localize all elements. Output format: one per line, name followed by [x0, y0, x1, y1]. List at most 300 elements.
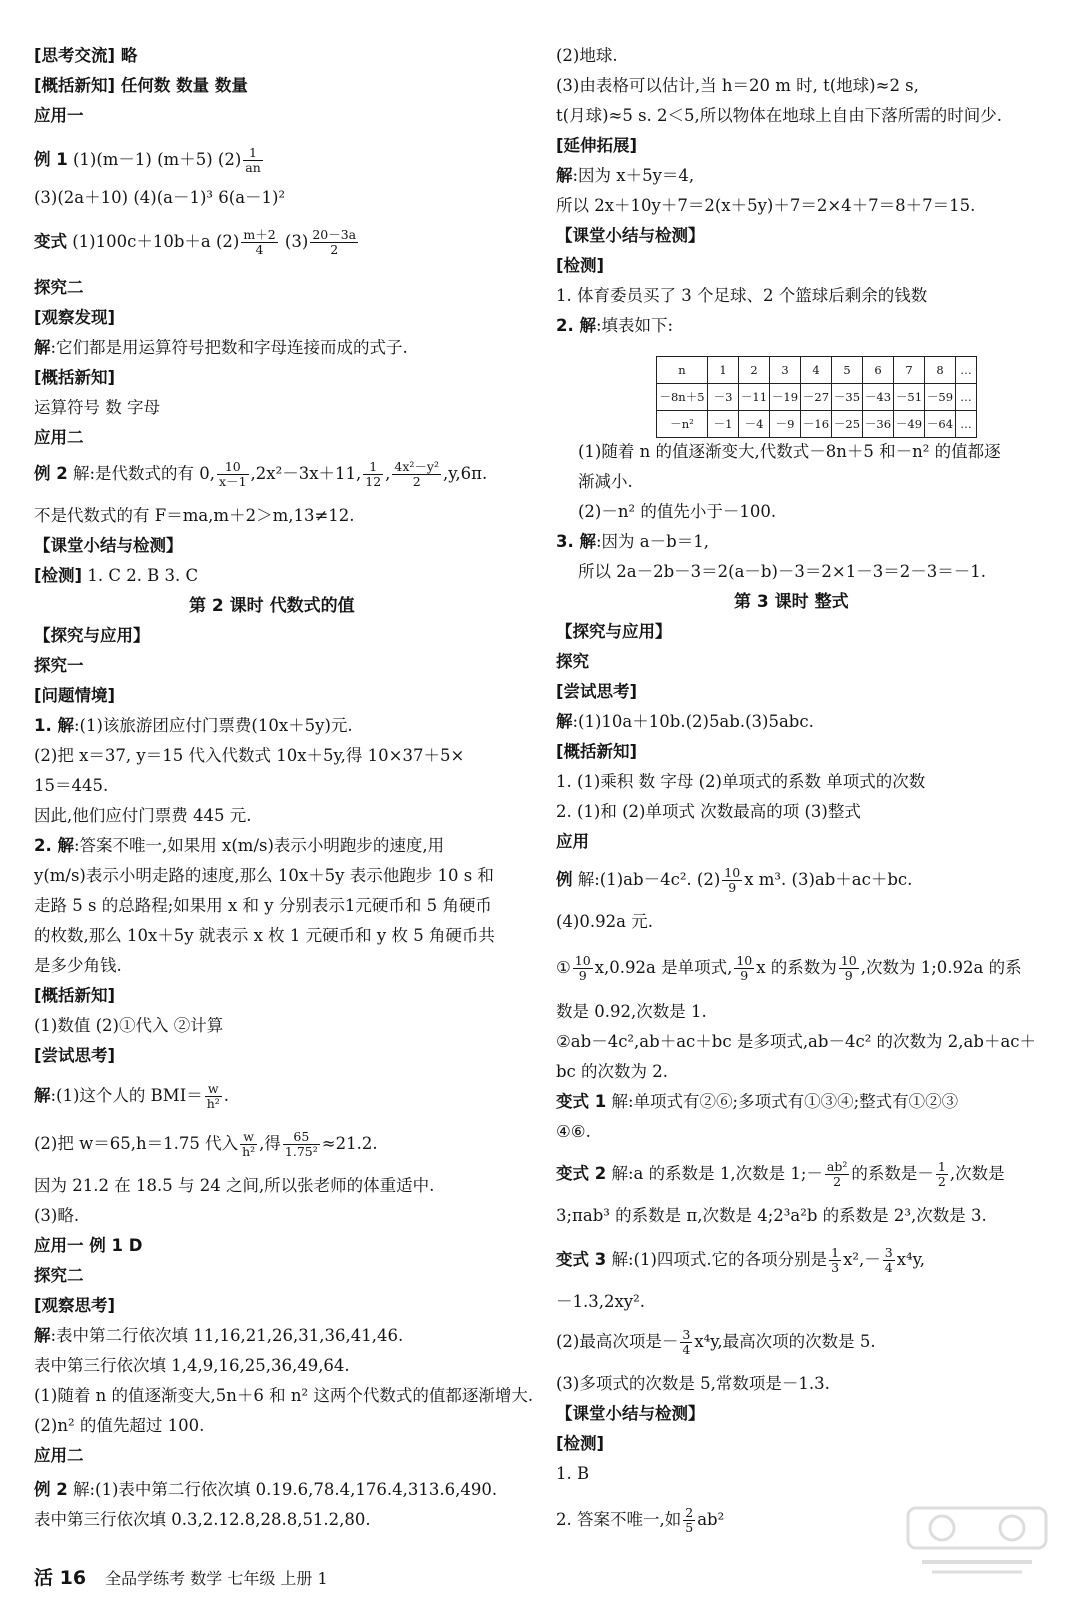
line-text: 解:a 的系数是 1,次数是 1;－ [606, 1163, 823, 1183]
text-line [556, 316, 673, 337]
line-text: ① [556, 957, 571, 977]
fraction-numerator: 1 [937, 1159, 946, 1174]
fraction [883, 1246, 895, 1275]
text-line [34, 716, 353, 737]
text-line [556, 622, 672, 643]
fraction-numerator: 10 [724, 865, 741, 880]
line-text: 2. (1)和 (2)单项式 次数最高的项 (3)整式 [556, 802, 861, 821]
line-label: [思考交流] [34, 46, 116, 65]
line-text: ab² [697, 1509, 725, 1529]
text-line [556, 1160, 1005, 1189]
text-line [556, 106, 1002, 127]
line-text: (3)略. [34, 1206, 80, 1225]
text-line [556, 802, 861, 823]
fraction-denominator: 2 [937, 1173, 946, 1189]
line-text: 表中第三行依次填 0.3,2.12.8,28.8,51.2,80. [34, 1510, 371, 1529]
table-cell: … [956, 411, 977, 438]
line-label: 例 2 [34, 1480, 68, 1499]
text-line [34, 926, 495, 947]
line-text: x⁴y,最高次项的次数是 5. [694, 1331, 876, 1351]
text-line [556, 866, 912, 895]
table-cell: 5 [832, 357, 863, 384]
line-text: 解:单项式有②⑥;多项式有①③④;整式有①②③ [606, 1092, 959, 1111]
fraction [734, 954, 754, 983]
table-cell: 8 [925, 357, 956, 384]
table-cell: －9 [770, 411, 801, 438]
text-line [556, 742, 637, 763]
fraction [240, 1130, 257, 1159]
text-line [556, 136, 637, 157]
table-cell: －25 [832, 411, 863, 438]
text-line [556, 954, 1022, 983]
fraction [839, 954, 859, 983]
fraction [680, 1328, 692, 1357]
text-line [556, 712, 814, 733]
line-text: 略 [115, 46, 138, 65]
fraction-numerator: w [243, 1129, 254, 1144]
line-label: 变式 [34, 231, 67, 251]
line-label: 例 2 [34, 463, 68, 483]
line-text: [尝试思考] [34, 1046, 116, 1065]
table-cell: －64 [925, 411, 956, 438]
text-line [556, 166, 694, 187]
fraction-numerator: 3 [884, 1245, 893, 1260]
line-text: 1. (1)乘积 数 字母 (2)单项式的系数 单项式的次数 [556, 772, 926, 791]
line-label: 1. 解 [34, 716, 74, 735]
line-text: (1)100c＋10b＋a (2) [67, 231, 240, 251]
text-line [578, 562, 986, 583]
line-text: [观察思考] [34, 1296, 116, 1315]
fraction [363, 460, 383, 489]
table-cell: －16 [801, 411, 832, 438]
text-line [34, 428, 84, 449]
table-cell: －35 [832, 384, 863, 411]
line-text: :填表如下: [596, 316, 674, 335]
line-text: 的枚数,那么 10x＋5y 就表示 x 枚 1 元硬币和 y 枚 5 角硬币共 [34, 926, 495, 945]
line-text: x 的系数为 [756, 957, 837, 977]
fraction-denominator: 2 [310, 242, 358, 257]
line-text: 应用 [556, 832, 589, 851]
table-cell: －27 [801, 384, 832, 411]
fraction [392, 460, 441, 489]
text-line [34, 986, 115, 1007]
line-text: x⁴y, [896, 1249, 926, 1269]
table-cell: －19 [770, 384, 801, 411]
line-text: 解:是代数式的有 0, [67, 463, 216, 483]
fraction [283, 1130, 320, 1159]
text-line [34, 278, 84, 299]
line-text: [概括新知] [34, 986, 116, 1005]
text-line [34, 146, 265, 175]
fraction-denominator: 9 [734, 968, 754, 983]
text-line [34, 1236, 142, 1257]
text-line [34, 1046, 115, 1067]
line-label: 解 [34, 338, 51, 357]
text-line [34, 1446, 84, 1467]
text-line [556, 1092, 958, 1113]
line-text: [问题情境] [34, 686, 116, 705]
line-text: 走路 5 s 的总路程;如果用 x 和 y 分别表示1元硬币和 5 角硬币 [34, 896, 492, 915]
line-text: 1. B [556, 1464, 590, 1483]
line-text: ≈21.2. [321, 1133, 378, 1153]
line-text: (3)(2a＋10) (4)(a－1)³ 6(a－1)² [34, 188, 286, 207]
line-text: (3)由表格可以估计,当 h＝20 m 时, t(地球)≈2 s, [556, 76, 919, 95]
text-line [34, 836, 444, 857]
line-text: 第 3 课时 整式 [734, 592, 849, 612]
line-text: bc 的次数为 2. [556, 1062, 669, 1081]
table-cell: 1 [708, 357, 739, 384]
text-line [189, 596, 355, 617]
text-line [34, 896, 492, 917]
fraction-denominator: 5 [685, 1519, 694, 1535]
line-label: 解 [34, 1326, 51, 1345]
line-text: 2. 答案不唯一,如 [556, 1509, 682, 1529]
line-text: (1)随着 n 的值逐渐变大,5n＋6 和 n² 这两个代数式的值都逐渐增大. [34, 1386, 534, 1405]
fraction [829, 1246, 841, 1275]
text-line [34, 1082, 229, 1111]
text-line [556, 832, 589, 853]
fraction-denominator: an [245, 159, 261, 175]
page-footer [34, 1563, 328, 1590]
table-cell: －36 [863, 411, 894, 438]
line-text: 所以 2x＋10y＋7＝2(x＋5y)＋7＝2×4＋7＝8＋7＝15. [556, 196, 976, 215]
line-text: :(1)这个人的 BMI＝ [50, 1085, 203, 1105]
text-line [556, 1292, 645, 1313]
table-row [657, 384, 977, 411]
fraction [825, 1160, 849, 1189]
text-line [556, 1246, 925, 1275]
line-text: 任何数 数量 数量 [115, 76, 248, 95]
line-text: 应用一 [34, 106, 84, 125]
line-text: 因为 21.2 在 18.5 与 24 之间,所以张老师的体重适中. [34, 1176, 435, 1195]
fraction-numerator: 10 [224, 459, 241, 474]
line-label: 变式 3 [556, 1249, 607, 1269]
line-label: 解 [556, 166, 573, 185]
text-line [34, 1356, 350, 1377]
text-line [556, 652, 589, 673]
line-text: (3)多项式的次数是 5,常数项是－1.3. [556, 1374, 830, 1393]
line-text: 1. 体育委员买了 3 个足球、2 个篮球后剩余的钱数 [556, 286, 928, 305]
line-text: (3) [279, 231, 309, 251]
text-line [556, 1122, 591, 1143]
line-text: 应用一 例 1 D [34, 1236, 143, 1255]
line-text: －1.3,2xy². [556, 1292, 645, 1311]
fraction-numerator: 10 [736, 953, 753, 968]
line-text: 数是 0.92,次数是 1. [556, 1002, 707, 1021]
line-text: 【课堂小结与检测】 [556, 1404, 705, 1423]
line-text: [概括新知] [34, 368, 116, 387]
text-line [34, 1326, 403, 1347]
table-row [657, 357, 977, 384]
fraction [683, 1506, 695, 1535]
line-text: 应用二 [34, 1446, 84, 1465]
line-text: (2)最高次项是－ [556, 1331, 679, 1351]
text-line [34, 806, 251, 827]
line-text: 【探究与应用】 [556, 622, 672, 641]
text-line [34, 1480, 497, 1501]
line-text: 探究二 [34, 1266, 84, 1285]
text-line [556, 1062, 668, 1083]
line-label: 2. 解 [34, 836, 74, 855]
line-label: 解 [556, 712, 573, 731]
line-text: :它们都是用运算符号把数和字母连接而成的式子. [50, 338, 408, 357]
text-line [34, 1206, 79, 1227]
line-text: 所以 2a－2b－3＝2(a－b)－3＝2×1－3＝2－3＝－1. [578, 562, 986, 581]
fraction-denominator: 9 [573, 968, 593, 983]
text-line [556, 46, 618, 67]
line-text: , [385, 463, 391, 483]
line-label: 2. 解 [556, 316, 596, 335]
text-line [34, 106, 84, 127]
text-line [34, 228, 360, 257]
text-line [34, 746, 464, 767]
table-cell: －3 [708, 384, 739, 411]
text-line [34, 866, 494, 887]
text-line [556, 912, 653, 933]
fraction-numerator: 10 [574, 953, 591, 968]
fraction [217, 460, 249, 489]
text-line [556, 1328, 876, 1357]
text-line [34, 776, 108, 797]
line-text: (2)－n² 的值先小于－100. [578, 502, 777, 521]
table-cell: －11 [739, 384, 770, 411]
table-row [657, 411, 977, 438]
fraction-denominator: 4 [884, 1259, 893, 1275]
fraction [241, 228, 277, 257]
line-text: 运算符号 数 字母 [34, 398, 160, 417]
line-text: (2)n² 的值先超过 100. [34, 1416, 205, 1435]
line-text: 渐减小. [578, 472, 633, 491]
text-line [556, 1206, 987, 1227]
line-text: x m³. (3)ab＋ac＋bc. [744, 869, 913, 889]
line-text: (2)地球. [556, 46, 618, 65]
line-text: 解:(1)ab－4c². (2) [572, 869, 721, 889]
text-line [556, 1374, 830, 1395]
table-cell: －43 [863, 384, 894, 411]
text-line [556, 1464, 589, 1485]
table-cell: 3 [770, 357, 801, 384]
line-text: 3;πab³ 的系数是 π,次数是 4;2³a²b 的系数是 2³,次数是 3. [556, 1206, 987, 1225]
fraction-denominator: 4 [241, 242, 277, 257]
table-cell: －51 [894, 384, 925, 411]
text-line [34, 566, 198, 587]
table-cell: … [956, 357, 977, 384]
fraction-numerator: 65 [293, 1129, 310, 1144]
line-text: :答案不唯一,如果用 x(m/s)表示小明跑步的速度,用 [74, 836, 445, 855]
line-text: ,2x²－3x＋11, [250, 463, 362, 483]
text-line [34, 368, 115, 389]
line-label: 变式 1 [556, 1092, 607, 1111]
fraction [205, 1082, 222, 1111]
fraction-denominator: 9 [722, 880, 742, 895]
fraction [243, 146, 263, 175]
text-line [34, 686, 115, 707]
line-text: 第 2 课时 代数式的值 [189, 596, 355, 616]
text-line [34, 1510, 371, 1531]
text-line [34, 1176, 434, 1197]
line-text: [延伸拓展] [556, 136, 638, 155]
table-cell: －49 [894, 411, 925, 438]
table-cell: n [657, 357, 708, 384]
line-text: 表中第三行依次填 1,4,9,16,25,36,49,64. [34, 1356, 350, 1375]
line-label: 解 [34, 1085, 51, 1105]
text-line [556, 1002, 707, 1023]
line-text: . [223, 1085, 230, 1105]
text-line [34, 1386, 533, 1407]
text-line [556, 682, 637, 703]
fraction-numerator: 2 [685, 1505, 694, 1520]
text-line [34, 398, 160, 419]
fraction-denominator: 2 [392, 474, 441, 489]
fraction-denominator: 2 [825, 1174, 849, 1189]
line-text: [检测] [556, 256, 605, 275]
fraction [936, 1160, 948, 1189]
line-text: 不是代数式的有 F＝ma,m＋2＞m,13≠12. [34, 506, 355, 525]
line-text: x²,－ [843, 1249, 881, 1269]
text-line [34, 1296, 115, 1317]
fraction-denominator: 1.75² [284, 1143, 318, 1159]
text-line [34, 956, 122, 977]
text-line [34, 76, 248, 97]
text-line [34, 338, 408, 359]
line-text: (2)把 w＝65,h＝1.75 代入 [34, 1133, 239, 1153]
line-text: 解:(1)四项式.它的各项分别是 [606, 1249, 828, 1269]
line-text: 是多少角钱. [34, 956, 122, 975]
line-text: [概括新知] [556, 742, 638, 761]
table-cell: －59 [925, 384, 956, 411]
line-text: (1)随着 n 的值逐渐变大,代数式－8n＋5 和－n² 的值都逐 [578, 442, 1001, 461]
text-line [556, 1032, 1036, 1053]
line-text: :(1)该旅游团应付门票费(10x＋5y)元. [74, 716, 353, 735]
line-text: 应用二 [34, 428, 84, 447]
line-text: :因为 a－b＝1, [596, 532, 709, 551]
text-line [556, 226, 705, 247]
line-text: ,得 [259, 1133, 281, 1153]
text-line [556, 286, 927, 307]
fraction [722, 866, 742, 895]
table-cell: 7 [894, 357, 925, 384]
text-line [34, 46, 137, 67]
table-cell: －8n＋5 [657, 384, 708, 411]
line-text: (1)(m－1) (m＋5) (2) [67, 149, 242, 169]
fraction-denominator: h² [242, 1143, 256, 1159]
fraction [573, 954, 593, 983]
text-line [34, 536, 183, 557]
line-text: 【探究与应用】 [34, 626, 150, 645]
fraction-numerator: 1 [831, 1245, 840, 1260]
text-line [556, 196, 975, 217]
line-text: :因为 x＋5y＝4, [572, 166, 695, 185]
watermark-logo-icon [902, 1500, 1052, 1580]
text-line [556, 76, 919, 97]
table-cell: 6 [863, 357, 894, 384]
line-text: 解:(1)表中第二行依次填 0.19.6,78.4,176.4,313.6,490. [67, 1480, 498, 1499]
line-text: (1)数值 (2)①代入 ②计算 [34, 1016, 224, 1035]
fraction-denominator: 9 [839, 968, 859, 983]
text-line [734, 592, 849, 613]
fraction [310, 228, 358, 257]
line-text: :表中第二行依次填 11,16,21,26,31,36,41,46. [50, 1326, 404, 1345]
line-text: 【课堂小结与检测】 [34, 536, 183, 555]
text-line [34, 1016, 223, 1037]
text-line [578, 502, 776, 523]
fraction-numerator: ab² [826, 1159, 848, 1174]
fraction-numerator: 4x²－y² [394, 459, 440, 474]
fraction-numerator: w [207, 1081, 219, 1096]
line-text: ,次数是 [949, 1163, 1005, 1183]
line-label: [检测] [34, 566, 83, 585]
line-label: 例 1 [34, 149, 68, 169]
line-text: x,0.92a 是单项式, [594, 957, 733, 977]
line-text: 的系数是－ [851, 1163, 934, 1183]
text-line [34, 188, 285, 209]
line-text: [尝试思考] [556, 682, 638, 701]
table-cell: … [956, 384, 977, 411]
fraction-numerator: 3 [682, 1327, 691, 1342]
fraction-numerator: m＋2 [243, 227, 276, 242]
line-text: y(m/s)表示小明走路的速度,那么 10x＋5y 表示他跑步 10 s 和 [34, 866, 494, 885]
line-text: :(1)10a＋10b.(2)5ab.(3)5abc. [572, 712, 814, 731]
text-line [578, 472, 633, 493]
line-text: 探究 [556, 652, 589, 671]
text-line [34, 1416, 204, 1437]
line-text: t(月球)≈5 s. 2＜5,所以物体在地球上自由下落所需的时间少. [556, 106, 1003, 125]
line-text: 15＝445. [34, 776, 109, 795]
line-text: ④⑥. [556, 1122, 591, 1141]
line-text: ,次数为 1;0.92a 的系 [860, 957, 1022, 977]
line-label: 例 [556, 869, 573, 889]
text-line [34, 626, 150, 647]
fraction-denominator: x－1 [219, 473, 247, 489]
fraction-numerator: 10 [840, 953, 857, 968]
text-line [556, 1404, 705, 1425]
line-text: 探究一 [34, 656, 84, 675]
fraction-denominator: h² [206, 1095, 220, 1111]
text-line [34, 1266, 84, 1287]
line-label: [概括新知] [34, 76, 116, 95]
text-line [34, 460, 487, 489]
table-cell: －4 [739, 411, 770, 438]
line-text: ②ab－4c²,ab＋ac＋bc 是多项式,ab－4c² 的次数为 2,ab＋ac＋ [556, 1032, 1037, 1051]
line-text: 探究二 [34, 278, 84, 297]
line-label: 变式 2 [556, 1163, 607, 1183]
line-text: (2)把 x＝37, y＝15 代入代数式 10x＋5y,得 10×37＋5× [34, 746, 465, 765]
text-line [556, 256, 604, 277]
text-line [556, 772, 925, 793]
line-text: 【课堂小结与检测】 [556, 226, 705, 245]
fraction-denominator: 12 [365, 473, 382, 489]
text-line [34, 1130, 378, 1159]
text-line [556, 532, 709, 553]
line-text: 1. C 2. B 3. C [82, 566, 199, 585]
text-line [34, 506, 355, 527]
fraction-numerator: 1 [369, 459, 378, 474]
table-cell: 2 [739, 357, 770, 384]
fraction-denominator: 3 [831, 1259, 840, 1275]
line-label: 3. 解 [556, 532, 596, 551]
line-text: ,y,6π. [443, 463, 488, 483]
line-text: (4)0.92a 元. [556, 912, 653, 931]
fraction-denominator: 4 [682, 1341, 691, 1357]
table-cell: 4 [801, 357, 832, 384]
fraction-numerator: 20－3a [312, 227, 357, 242]
line-text: [检测] [556, 1434, 605, 1453]
line-text: 因此,他们应付门票费 445 元. [34, 806, 252, 825]
fraction-numerator: 1 [249, 145, 257, 160]
book-info: 全品学练考 数学 七年级 上册 1 [105, 1569, 328, 1588]
line-text: [观察发现] [34, 308, 116, 327]
page-number: 活 16 [34, 1567, 87, 1589]
